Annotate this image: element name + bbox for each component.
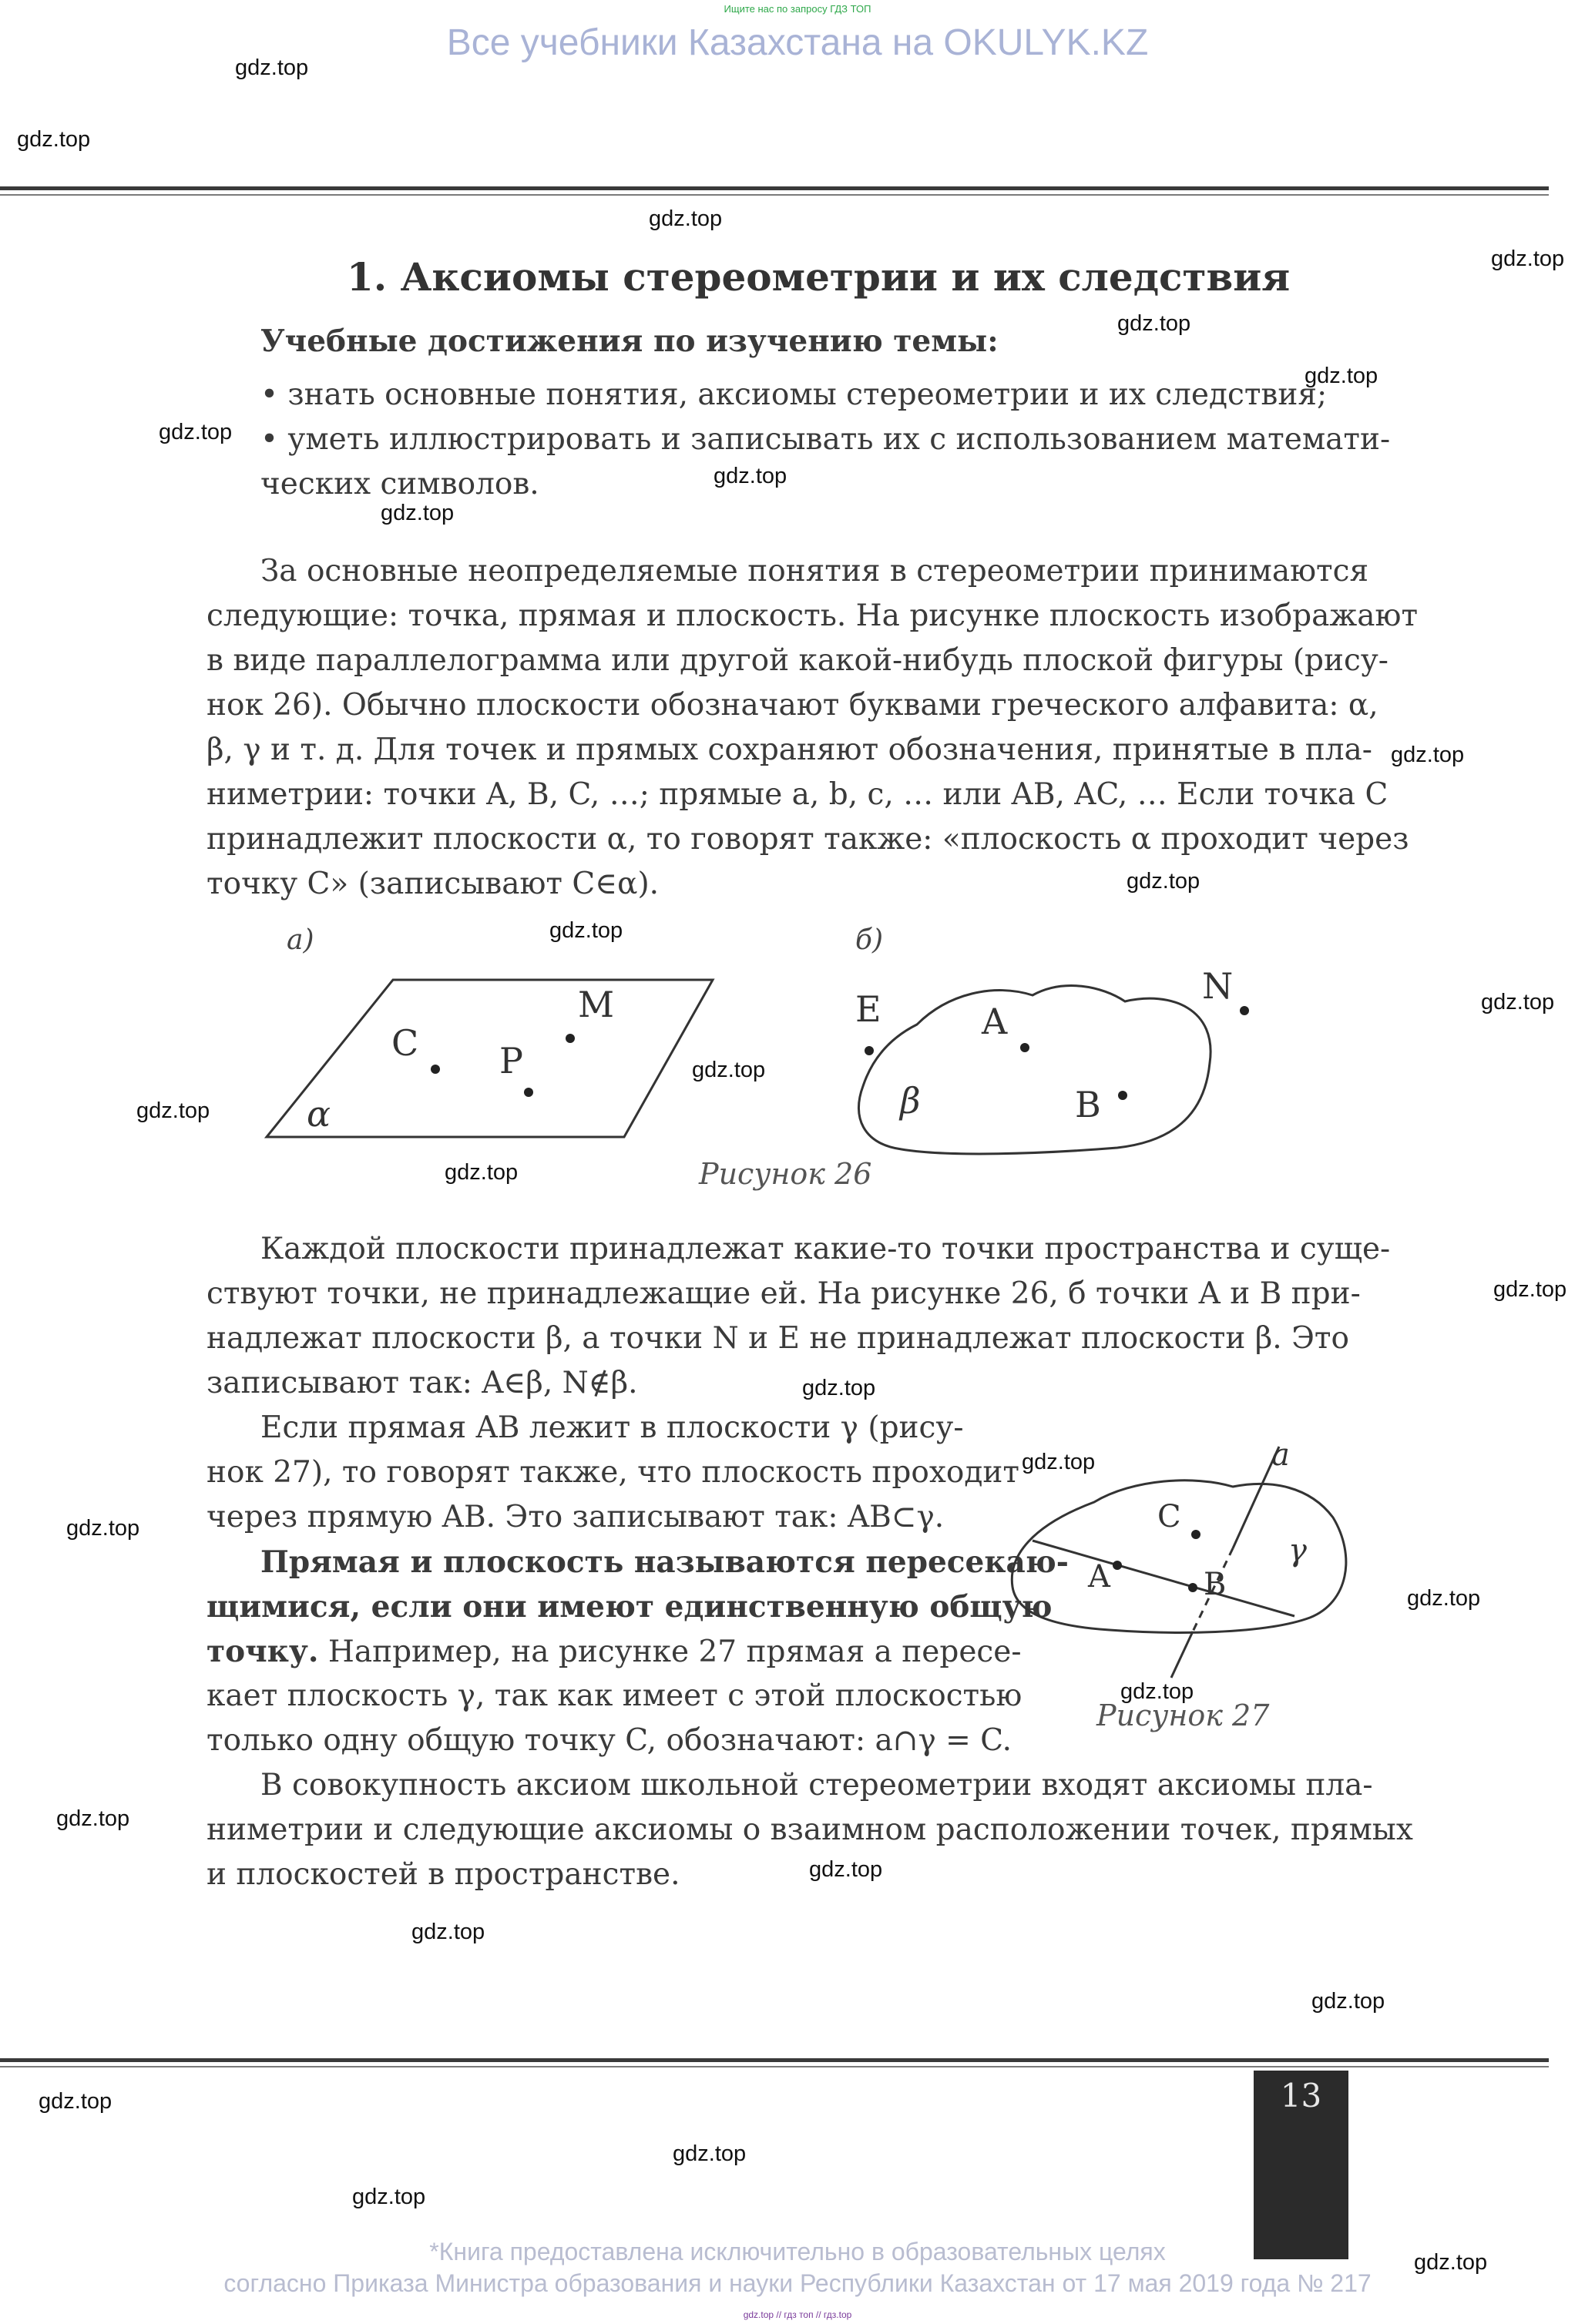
para1-line3: в виде параллелограмма или другой какой-нибудь плоской фигуры (рису- <box>207 643 1388 678</box>
point-E-dot <box>865 1046 874 1055</box>
plane-label-alpha: α <box>307 1093 331 1135</box>
watermark: gdz.top <box>1407 1586 1481 1611</box>
para2-line4: записывают так: A∈β, N∉β. <box>207 1366 638 1400</box>
watermark: gdz.top <box>136 1098 210 1123</box>
plane-beta-cloud <box>858 986 1211 1154</box>
watermark: gdz.top <box>692 1058 766 1082</box>
watermark: gdz.top <box>649 206 723 231</box>
watermark: gdz.top <box>381 501 455 525</box>
point-N-dot <box>1240 1006 1249 1015</box>
watermark: gdz.top <box>66 1516 140 1541</box>
point-label-P: P <box>499 1040 523 1082</box>
point-label-M: M <box>578 984 615 1025</box>
point-C-dot <box>431 1065 440 1074</box>
page-number: 13 <box>1280 2077 1322 2114</box>
point-label-E: E <box>855 988 881 1030</box>
point-label-A27: A <box>1088 1559 1110 1595</box>
footer-line1: *Книга предоставлена исключительно в образовательных целях <box>429 2238 1166 2265</box>
watermark: gdz.top <box>56 1806 130 1831</box>
figure26-label-b: б) <box>855 924 884 956</box>
line-label-a: a <box>1271 1437 1290 1473</box>
para4-line3-rest: Например, на рисунке 27 прямая a пересе- <box>318 1635 1022 1669</box>
watermark: gdz.top <box>1022 1450 1096 1474</box>
para1-line5: β, γ и т. д. Для точек и прямых сохраняют обозначения, принятые в пла- <box>207 733 1372 767</box>
para1-line8: точку C» (записывают C∈α). <box>207 867 660 901</box>
watermark: gdz.top <box>1414 2250 1488 2275</box>
watermark: gdz.top <box>352 2185 426 2209</box>
watermark: gdz.top <box>1117 311 1191 336</box>
para5-line3: и плоскостей в пространстве. <box>207 1857 680 1892</box>
plane-label-beta: β <box>900 1080 921 1122</box>
point-A-dot <box>1020 1043 1029 1052</box>
para3-line2: нок 27), то говорят также, что плоскость проходит <box>207 1455 1019 1490</box>
site-title[interactable]: Все учебники Казахстана на OKULYK.KZ <box>446 22 1149 63</box>
top-rule <box>0 186 1549 190</box>
watermark: gdz.top <box>549 918 623 943</box>
watermark: gdz.top <box>17 127 91 152</box>
point-B27-dot <box>1188 1583 1197 1592</box>
para1-line1: За основные неопределяемые понятия в стереометрии принимаются <box>260 554 1369 589</box>
para4-line2: щимися, если они имеют единственную общую <box>207 1589 1053 1625</box>
plane-label-gamma: γ <box>1288 1533 1307 1568</box>
bottom-rule-thin <box>0 2066 1549 2067</box>
watermark: gdz.top <box>159 420 233 444</box>
watermark: gdz.top <box>1120 1679 1194 1704</box>
goal-2-line1: • уметь иллюстрировать и записывать их с использованием математи- <box>260 422 1391 457</box>
para1-line6: ниметрии: точки A, B, C, …; прямые a, b, c, … или AB, AC, … Если точка C <box>207 777 1388 812</box>
para5-line2: ниметрии и следующие аксиомы о взаимном расположении точек, прямых <box>207 1813 1413 1847</box>
para2-line3: надлежат плоскости β, а точки N и E не принадлежат плоскости β. Это <box>207 1321 1349 1356</box>
watermark: gdz.top <box>411 1920 485 1944</box>
para4-line3 <box>207 1629 1022 1675</box>
line-a-lower <box>1171 1631 1193 1678</box>
watermark: gdz.top <box>714 464 787 488</box>
watermark: gdz.top <box>802 1376 876 1400</box>
watermark: gdz.top <box>1491 246 1565 271</box>
para1-line7: принадлежит плоскости α, то говорят также: «плоскость α проходит через <box>207 822 1409 857</box>
point-label-N: N <box>1202 965 1234 1007</box>
goal-2-line2: ческих символов. <box>260 467 539 501</box>
para5-line1: В совокупность аксиом школьной стереометрии входят аксиомы пла- <box>260 1768 1373 1803</box>
watermark: gdz.top <box>39 2089 112 2114</box>
watermark: gdz.top <box>235 55 309 80</box>
point-label-B: B <box>1075 1084 1101 1125</box>
watermark: gdz.top <box>1481 990 1555 1014</box>
watermark: gdz.top <box>1311 1989 1385 2014</box>
watermark: gdz.top <box>1391 743 1465 767</box>
watermark: gdz.top <box>1305 364 1378 388</box>
point-M-dot <box>566 1034 575 1043</box>
footer-line2: согласно Приказа Министра образования и науки Республики Казахстан от 17 мая 2019 года № 217 <box>223 2269 1372 2297</box>
bottom-rule <box>0 2058 1549 2062</box>
point-label-A: A <box>982 1001 1008 1042</box>
watermark: gdz.top <box>809 1857 883 1882</box>
point-B-dot <box>1118 1091 1127 1100</box>
para4-line4: кает плоскость γ, так как имеет с этой плоскостью <box>207 1678 1022 1713</box>
point-label-C: C <box>391 1022 419 1064</box>
para4-line3-bold: точку. <box>207 1634 319 1669</box>
figure27-caption: Рисунок 27 <box>1096 1699 1270 1732</box>
watermark: gdz.top <box>445 1160 519 1185</box>
point-A27-dot <box>1113 1561 1122 1570</box>
point-P-dot <box>524 1088 533 1097</box>
point-C27-dot <box>1191 1530 1200 1539</box>
para4-line1: Прямая и плоскость называются пересекаю- <box>260 1544 1069 1580</box>
para4-line5: только одну общую точку C, обозначают: a∩γ = C. <box>207 1723 1012 1758</box>
plane-alpha-parallelogram <box>267 980 713 1137</box>
para3-line1: Если прямая AB лежит в плоскости γ (рису- <box>260 1410 964 1445</box>
goal-1: • знать основные понятия, аксиомы стереометрии и их следствия; <box>260 377 1328 412</box>
line-AB <box>1033 1541 1294 1616</box>
section-heading: 1. Аксиомы стереометрии и их следствия <box>347 254 1291 300</box>
point-label-C27: C <box>1157 1499 1181 1534</box>
para1-line2: следующие: точка, прямая и плоскость. На рисунке плоскость изображают <box>207 599 1419 633</box>
footer-tiny: gdz.top // гдз топ // гдз.top <box>743 2309 852 2320</box>
para2-line2: ствуют точки, не принадлежащие ей. На рисунке 26, б точки A и B при- <box>207 1276 1361 1311</box>
figure26-caption: Рисунок 26 <box>699 1157 872 1191</box>
watermark: gdz.top <box>1493 1277 1567 1302</box>
top-note: Ищите нас по запросу ГДЗ ТОП <box>724 3 871 15</box>
para3-line3: через прямую AB. Это записывают так: AB⊂γ. <box>207 1500 945 1534</box>
watermark: gdz.top <box>673 2141 747 2166</box>
point-label-B27: B <box>1204 1567 1227 1602</box>
para1-line4: нок 26). Обычно плоскости обозначают буквами греческого алфавита: α, <box>207 688 1378 723</box>
figure26-label-a: а) <box>287 924 314 956</box>
watermark: gdz.top <box>1127 869 1200 894</box>
para2-line1: Каждой плоскости принадлежат какие-то точки пространства и суще- <box>260 1232 1391 1266</box>
top-rule-thin <box>0 194 1549 196</box>
goals-title: Учебные достижения по изучению темы: <box>260 324 999 359</box>
